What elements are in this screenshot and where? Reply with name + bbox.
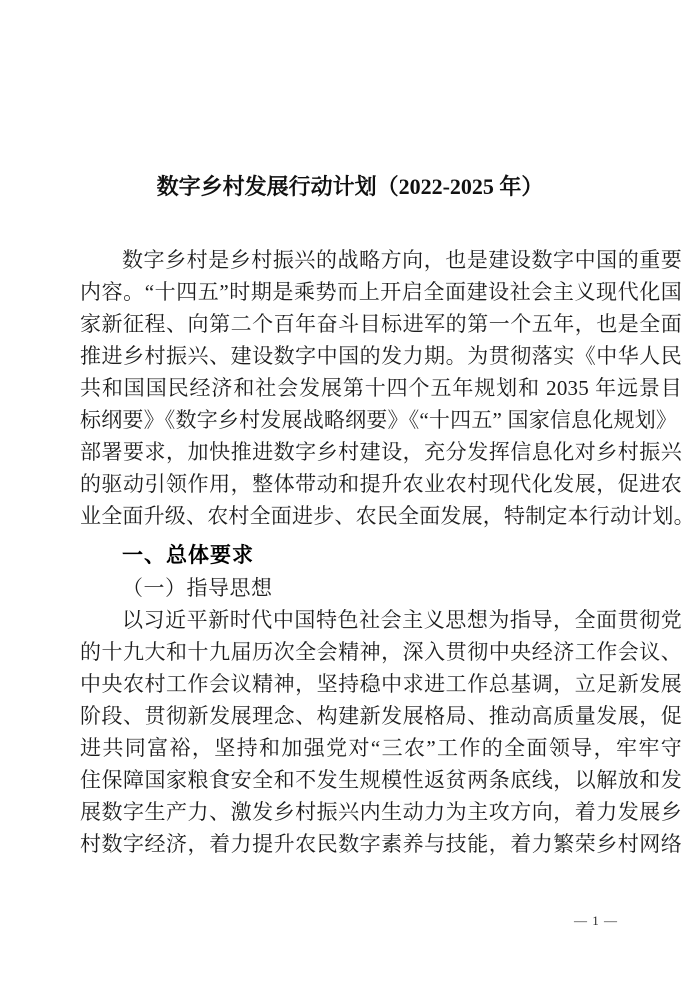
body-line: 家新征程、向第二个百年奋斗目标进军的第一个五年，也是全面 <box>80 312 682 336</box>
body-line: 的驱动引领作用，整体带动和提升农业农村现代化发展，促进农 <box>80 472 682 496</box>
body-line: 中央农村工作会议精神，坚持稳中求进工作总基调，立足新发展 <box>80 672 682 696</box>
body-line: 展数字生产力、激发乡村振兴内生动力为主攻方向，着力发展乡 <box>80 800 682 824</box>
body-line: 内容。“十四五”时期是乘势而上开启全面建设社会主义现代化国 <box>80 280 682 304</box>
body-line: 部署要求，加快推进数字乡村建设，充分发挥信息化对乡村振兴 <box>80 440 682 464</box>
body-line: 推进乡村振兴、建设数字中国的发力期。为贯彻落实《中华人民 <box>80 344 682 368</box>
body-line: 业全面升级、农村全面进步、农民全面发展，特制定本行动计划。 <box>80 504 695 528</box>
body-line: 的十九大和十九届历次全会精神，深入贯彻中央经济工作会议、 <box>80 640 682 664</box>
document-title: 数字乡村发展行动计划（2022-2025 年） <box>156 174 544 199</box>
body-line: 共和国国民经济和社会发展第十四个五年规划和 2035 年远景目 <box>80 376 682 400</box>
body-line: 标纲要》《数字乡村发展战略纲要》《“十四五” 国家信息化规划》 <box>80 408 678 432</box>
body-line: 以习近平新时代中国特色社会主义思想为指导，全面贯彻党 <box>122 608 682 632</box>
section-heading: 一、总体要求 <box>122 544 254 567</box>
subsection-heading: （一）指导思想 <box>122 576 273 600</box>
body-line: 村数字经济，着力提升农民数字素养与技能，着力繁荣乡村网络 <box>80 832 682 856</box>
document-body <box>80 244 695 860</box>
body-line: 阶段、贯彻新发展理念、构建新发展格局、推动高质量发展，促 <box>80 704 682 728</box>
page-number: — 1 — <box>574 913 618 928</box>
body-line: 数字乡村是乡村振兴的战略方向，也是建设数字中国的重要 <box>122 248 682 272</box>
body-line: 进共同富裕，坚持和加强党对“三农”工作的全面领导，牢牢守 <box>80 736 682 760</box>
body-line: 住保障国家粮食安全和不发生规模性返贫两条底线，以解放和发 <box>80 768 682 792</box>
